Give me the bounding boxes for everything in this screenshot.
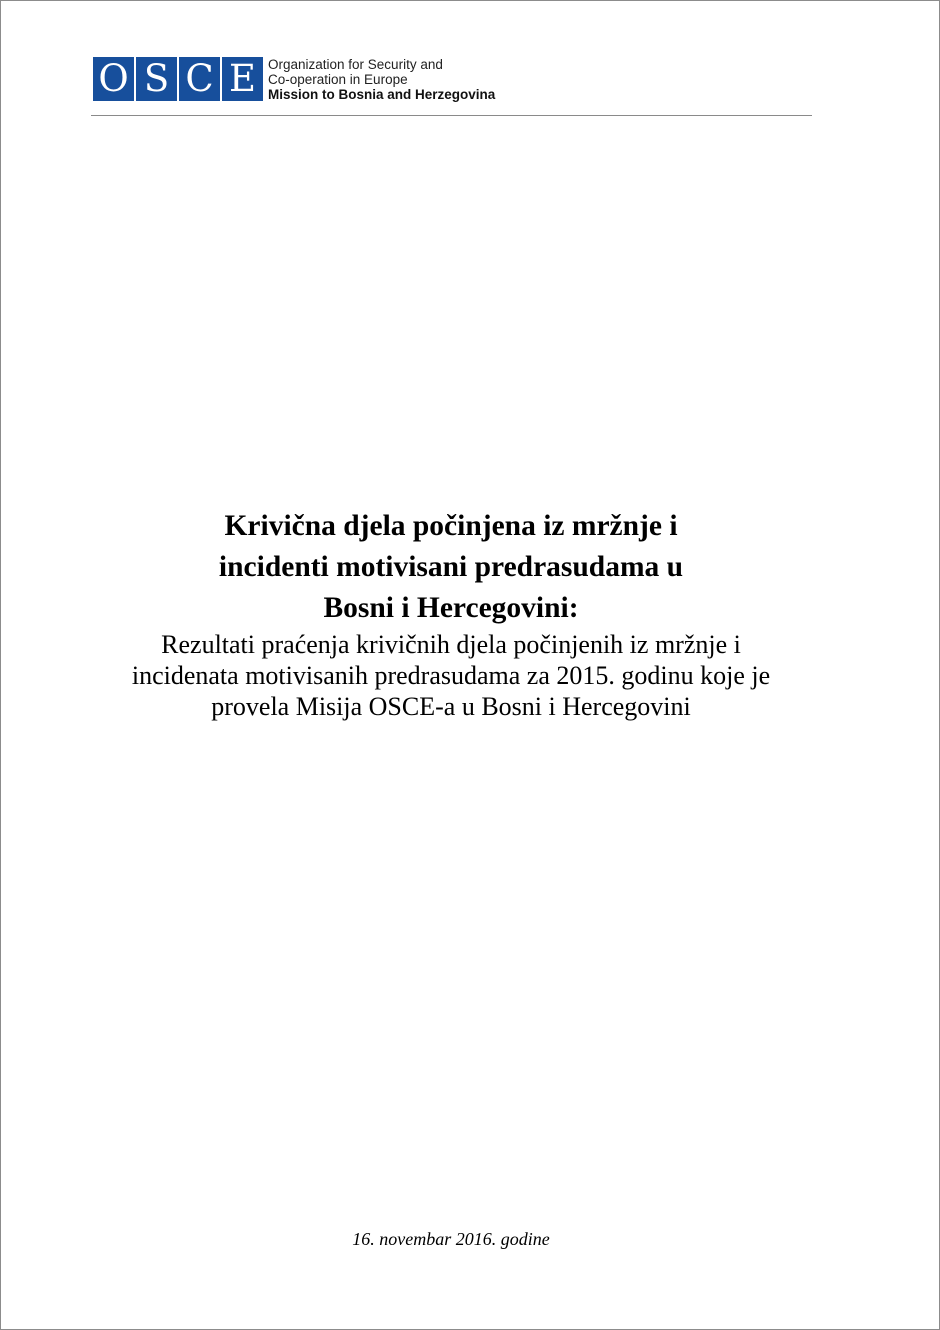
org-line-2: Co-operation in Europe: [268, 72, 408, 87]
organization-name: [268, 57, 495, 102]
report-title-block: [1, 506, 901, 722]
mission-name: Mission to Bosnia and Herzegovina: [268, 87, 496, 102]
org-line-1: Organization for Security and: [268, 57, 443, 72]
osce-logo: [93, 57, 263, 101]
title-line-3: Bosni i Hercegovini:: [323, 592, 579, 624]
logo-letter-o: O: [93, 57, 134, 101]
header: [93, 57, 495, 103]
logo-letter-e: E: [222, 57, 263, 101]
header-divider: [91, 115, 812, 116]
title-line-1: Krivična djela počinjena iz mržnje i: [224, 510, 678, 542]
subtitle-line-2: incidenata motivisanih predrasudama za 2015. godinu koje je: [131, 661, 771, 690]
logo-letter-s: S: [136, 57, 177, 101]
publication-date: 16. novembar 2016. godine: [352, 1229, 550, 1249]
logo-letter-c: C: [179, 57, 220, 101]
subtitle-line-1: Rezultati praćenja krivičnih djela počinjenih iz mržnje i: [161, 630, 741, 659]
title-line-2: incidenti motivisani predrasudama u: [218, 551, 684, 583]
subtitle-line-3: provela Misija OSCE-a u Bosni i Hercegovini: [211, 692, 691, 721]
